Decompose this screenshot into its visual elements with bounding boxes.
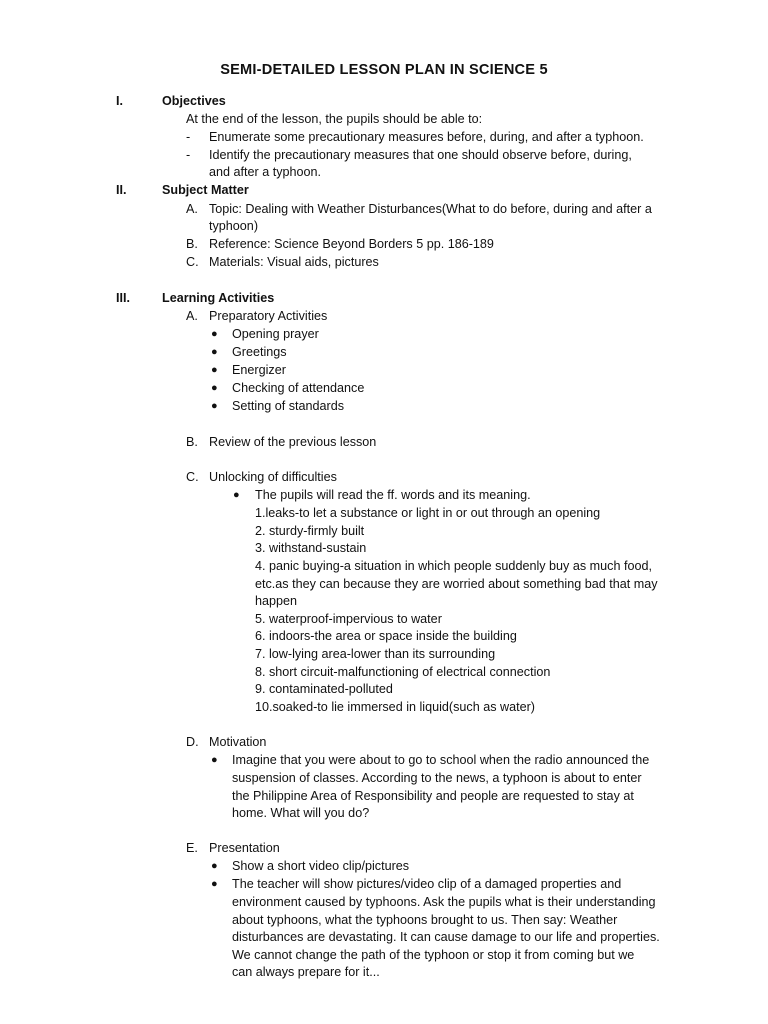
- bullet-marker: ●: [211, 754, 218, 766]
- list-item: Setting of standards: [232, 399, 345, 413]
- list-item: Opening prayer: [232, 327, 319, 341]
- vocabulary-line: etc.as they can because they are worried about something bad that may: [255, 577, 658, 591]
- section-number: I.: [116, 94, 123, 108]
- list-letter: B.: [186, 237, 198, 251]
- bullet-marker: ●: [211, 328, 218, 340]
- list-item: Show a short video clip/pictures: [232, 859, 410, 873]
- list-letter: A.: [186, 309, 198, 323]
- objective-item: Enumerate some precautionary measures before, during, and after a typhoon.: [209, 130, 644, 144]
- list-letter: A.: [186, 202, 198, 216]
- motivation-label: Motivation: [209, 735, 267, 749]
- vocabulary-line: 8. short circuit-malfunctioning of electrical connection: [255, 665, 551, 679]
- list-item: Checking of attendance: [232, 381, 365, 395]
- document-title: SEMI-DETAILED LESSON PLAN IN SCIENCE 5: [220, 62, 548, 78]
- motivation-text: suspension of classes. According to the news, a typhoon is about to enter: [232, 771, 642, 785]
- subject-reference: Reference: Science Beyond Borders 5 pp. 186-189: [209, 237, 494, 251]
- presentation-text: We cannot change the path of the typhoon or stop it from coming but we: [232, 948, 635, 962]
- motivation-text: home. What will you do?: [232, 806, 370, 820]
- presentation-text: environment caused by typhoons. Ask the pupils what is their understanding: [232, 895, 656, 909]
- subject-topic-continued: typhoon): [209, 219, 259, 233]
- bullet-marker: ●: [233, 489, 240, 501]
- vocabulary-line: 3. withstand-sustain: [255, 541, 367, 555]
- bullet-marker: ●: [211, 878, 218, 890]
- list-letter: C.: [186, 470, 199, 484]
- bullet-marker: ●: [211, 400, 218, 412]
- presentation-text: can always prepare for it...: [232, 965, 380, 979]
- list-item: Energizer: [232, 363, 286, 377]
- dash-marker: -: [186, 130, 191, 144]
- motivation-text: Imagine that you were about to go to school when the radio announced the: [232, 753, 650, 767]
- preparatory-activities-label: Preparatory Activities: [209, 309, 328, 323]
- list-letter: D.: [186, 735, 199, 749]
- vocabulary-line: 9. contaminated-polluted: [255, 682, 393, 696]
- objective-item-continued: and after a typhoon.: [209, 165, 322, 179]
- section-title: Learning Activities: [162, 291, 275, 305]
- bullet-marker: ●: [211, 364, 218, 376]
- list-letter: E.: [186, 841, 198, 855]
- list-item: The pupils will read the ff. words and its meaning.: [255, 488, 531, 502]
- vocabulary-line: 1.leaks-to let a substance or light in or out through an opening: [255, 506, 601, 520]
- section-title: Subject Matter: [162, 183, 249, 197]
- vocabulary-line: happen: [255, 594, 298, 608]
- review-label: Review of the previous lesson: [209, 435, 377, 449]
- section-number: III.: [116, 291, 130, 305]
- unlocking-difficulties-label: Unlocking of difficulties: [209, 470, 337, 484]
- section-title: Objectives: [162, 94, 226, 108]
- list-letter: C.: [186, 255, 199, 269]
- section-number: II.: [116, 183, 127, 197]
- list-letter: B.: [186, 435, 198, 449]
- vocabulary-line: 2. sturdy-firmly built: [255, 524, 365, 538]
- vocabulary-line: 7. low-lying area-lower than its surrounding: [255, 647, 496, 661]
- bullet-marker: ●: [211, 346, 218, 358]
- vocabulary-line: 10.soaked-to lie immersed in liquid(such as water): [255, 700, 535, 714]
- presentation-text: about typhoons, what the typhoons brought to us. Then say: Weather: [232, 913, 618, 927]
- objective-item: Identify the precautionary measures that one should observe before, during,: [209, 148, 632, 162]
- vocabulary-line: 6. indoors-the area or space inside the building: [255, 629, 517, 643]
- objectives-intro: At the end of the lesson, the pupils should be able to:: [186, 112, 483, 126]
- vocabulary-line: 5. waterproof-impervious to water: [255, 612, 442, 626]
- presentation-text: The teacher will show pictures/video clip of a damaged properties and: [232, 877, 622, 891]
- bullet-marker: ●: [211, 860, 218, 872]
- subject-topic: Topic: Dealing with Weather Disturbances(What to do before, during and after a: [209, 202, 652, 216]
- dash-marker: -: [186, 148, 191, 162]
- list-item: Greetings: [232, 345, 287, 359]
- presentation-text: disturbances are devastating. It can cause damage to our life and properties.: [232, 930, 660, 944]
- subject-materials: Materials: Visual aids, pictures: [209, 255, 379, 269]
- motivation-text: the Philippine Area of Responsibility and people are requested to stay at: [232, 789, 634, 803]
- presentation-label: Presentation: [209, 841, 280, 855]
- vocabulary-line: 4. panic buying-a situation in which people suddenly buy as much food,: [255, 559, 652, 573]
- bullet-marker: ●: [211, 382, 218, 394]
